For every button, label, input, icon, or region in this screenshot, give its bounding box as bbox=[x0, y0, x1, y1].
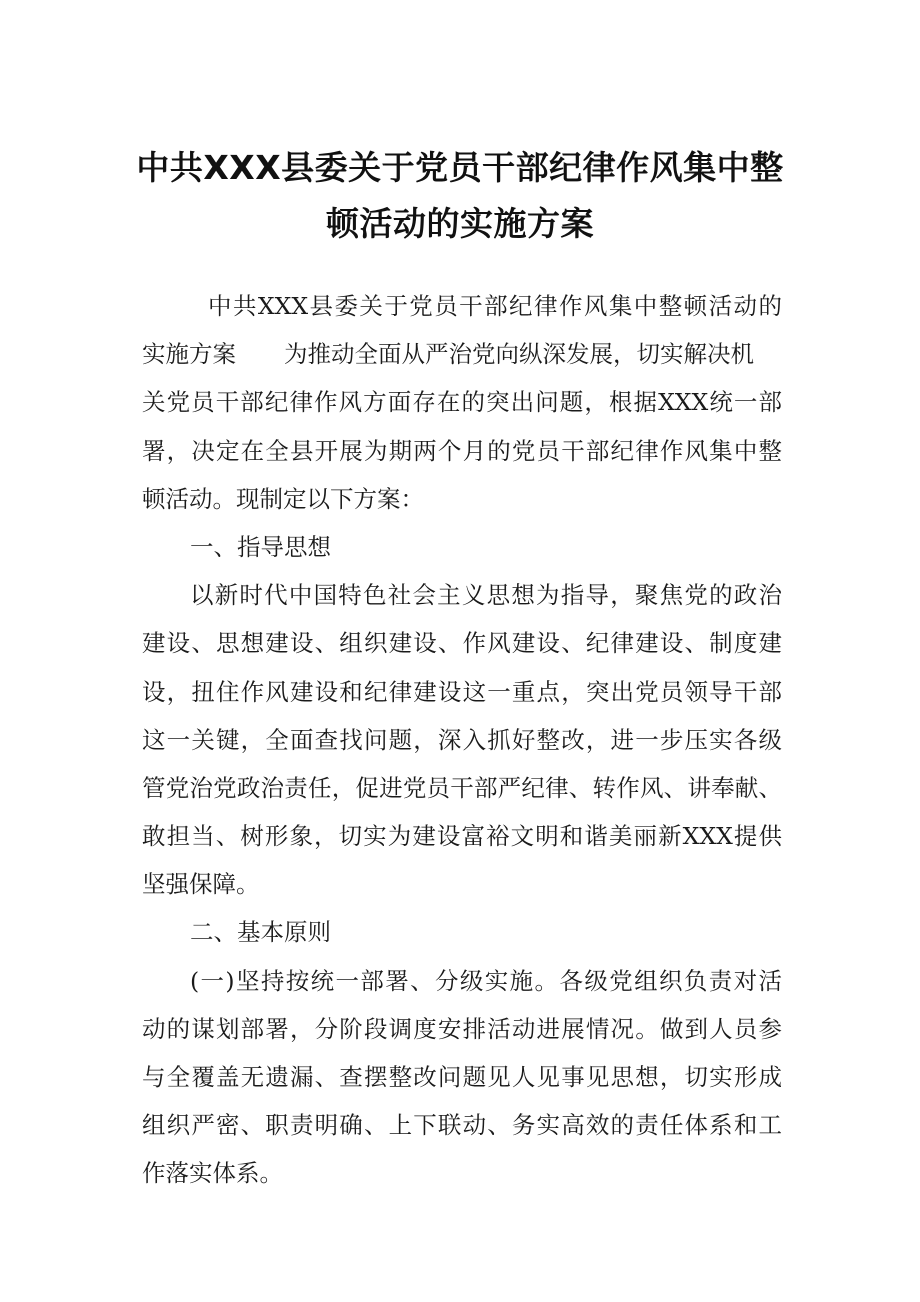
section-1-line-5: 管党治党政治责任，促进党员干部严纪律、转作风、讲奉献、 bbox=[142, 773, 782, 802]
section-2-p1-line-4: 组织严密、职责明确、上下联动、务实高效的责任体系和工 bbox=[142, 1111, 782, 1140]
document-title-line-1: 中共XXX县委关于党员干部纪律作风集中整 bbox=[136, 148, 784, 187]
section-2-p1-line-5: 作落实体系。 bbox=[142, 1159, 283, 1188]
section-1-line-2: 建设、思想建设、组织建设、作风建设、纪律建设、制度建 bbox=[142, 629, 782, 658]
section-1-line-4: 这一关键，全面查找问题，深入抓好整改，进一步压实各级 bbox=[142, 725, 782, 754]
document-body bbox=[142, 282, 782, 1198]
intro-line-4: 署，决定在全县开展为期两个月的党员干部纪律作风集中整 bbox=[142, 436, 782, 465]
section-2-p1-line-2: 动的谋划部署，分阶段调度安排活动进展情况。做到人员参 bbox=[142, 1014, 782, 1043]
intro-line-1 bbox=[142, 282, 782, 330]
section-2-p1-line-1: (一)坚持按统一部署、分级实施。各级党组织负责对活 bbox=[190, 966, 782, 995]
section-1-line-3: 设，扭住作风建设和纪律建设这一重点，突出党员领导干部 bbox=[142, 677, 782, 706]
section-1-line-6: 敢担当、树形象，切实为建设富裕文明和谐美丽新XXX提供 bbox=[142, 822, 782, 851]
section-1-line-7: 坚强保障。 bbox=[142, 870, 260, 899]
section-2-p1-line-3: 与全覆盖无遗漏、查摆整改问题见人见事见思想，切实形成 bbox=[142, 1063, 782, 1091]
section-1-heading: 一、指导思想 bbox=[190, 532, 331, 561]
intro-line-2 bbox=[142, 330, 782, 378]
document-title-line-2: 顿活动的实施方案 bbox=[326, 204, 594, 243]
intro-text-2b: 为推动全面从严治党向纵深发展，切实解决机 bbox=[284, 340, 754, 369]
intro-text-1: 中共XXX县委关于党员干部纪律作风集中整顿活动的 bbox=[208, 292, 782, 320]
section-2-heading: 二、基本原则 bbox=[190, 918, 331, 947]
intro-line-3: 关党员干部纪律作风方面存在的突出问题，根据XXX统一部 bbox=[142, 388, 782, 417]
intro-line-5: 顿活动。现制定以下方案： bbox=[142, 484, 424, 513]
intro-text-2a: 实施方案 bbox=[142, 340, 236, 369]
section-1-line-1: 以新时代中国特色社会主义思想为指导，聚焦党的政治 bbox=[190, 581, 782, 610]
